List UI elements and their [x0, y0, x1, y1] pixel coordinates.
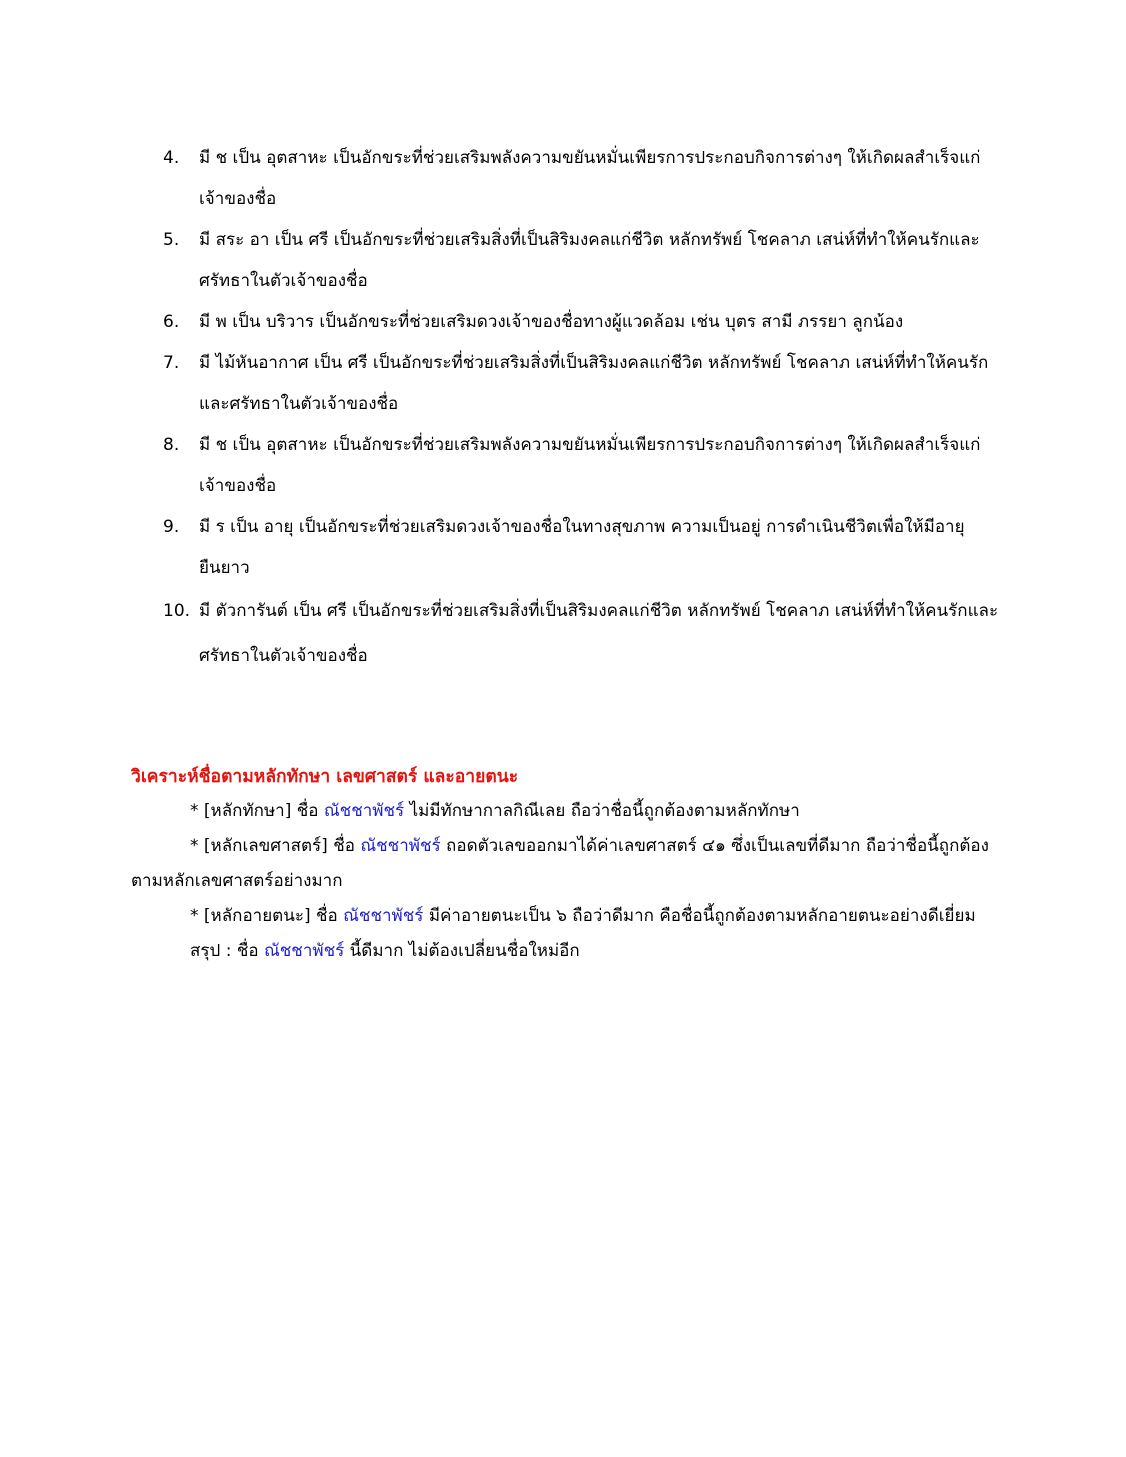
ayatana-prefix: * [หลักอายตนะ] ชื่อ — [190, 906, 344, 926]
list-item — [163, 302, 1013, 343]
analyzed-name: ณัชชาพัชร์ — [343, 906, 424, 926]
list-text: มี พ เป็น บริวาร เป็นอักขระที่ช่วยเสริมดวงเจ้าของชื่อทางผู้แวดล้อม เช่น บุตร สามี ภรรยา ลูกน้อง — [199, 312, 904, 332]
summary-suffix: นี้ดีมาก ไม่ต้องเปลี่ยนชื่อใหม่อีก — [344, 941, 580, 961]
list-number: 7. — [163, 353, 180, 373]
list-number: 6. — [163, 312, 180, 332]
list-item — [163, 425, 1013, 507]
list-text: มี ไม้หันอากาศ เป็น ศรี เป็นอักขระที่ช่วยเสริมสิ่งที่เป็นสิริมงคลแก่ชีวิต หลักทรัพย์ โชคลาภ เสน่ห์ที่ทำให้คนรักและศรัทธาในตัวเจ้าของชื่อ — [199, 353, 989, 414]
list-number: 8. — [163, 435, 180, 455]
ayatana-suffix: มีค่าอายตนะเป็น ๖ ถือว่าดีมาก คือชื่อนี้ถูกต้องตามหลักอายตนะอย่างดีเยี่ยม — [423, 906, 976, 926]
taksa-paragraph — [131, 794, 1001, 829]
list-text: มี ร เป็น อายุ เป็นอักขระที่ช่วยเสริมดวงเจ้าของชื่อในทางสุขภาพ ความเป็นอยู่ การดำเนินชีวิตเพื่อให้มีอายุยืนยาว — [199, 517, 965, 578]
numerology-suffix: ถอดตัวเลขออกมาได้ค่าเลขศาสตร์ ๔๑ ซึ่งเป็นเลขที่ดีมาก ถือว่าชื่อนี้ถูกต้องตามหลักเลขศาสตร์อย่างมาก — [131, 836, 989, 891]
list-number: 4. — [163, 148, 180, 168]
taksa-prefix: * [หลักทักษา] ชื่อ — [190, 801, 324, 821]
list-text: มี สระ อา เป็น ศรี เป็นอักขระที่ช่วยเสริมสิ่งที่เป็นสิริมงคลแก่ชีวิต หลักทรัพย์ โชคลาภ เสน่ห์ที่ทำให้คนรักและศรัทธาในตัวเจ้าของชื่อ — [199, 230, 980, 291]
name-analysis-section — [131, 760, 1001, 969]
summary-paragraph — [131, 934, 1001, 969]
list-item — [163, 507, 1013, 589]
numerology-paragraph — [131, 829, 1001, 899]
analyzed-name: ณัชชาพัชร์ — [323, 801, 405, 821]
analyzed-name: ณัชชาพัชร์ — [360, 836, 441, 856]
list-item — [163, 220, 1013, 302]
analyzed-name: ณัชชาพัชร์ — [264, 941, 345, 961]
numerology-prefix: * [หลักเลขศาสตร์] ชื่อ — [190, 836, 361, 856]
summary-prefix: สรุป : ชื่อ — [190, 941, 264, 961]
analysis-heading: วิเคราะห์ชื่อตามหลักทักษา เลขศาสตร์ และอายตนะ — [131, 767, 519, 787]
letter-meaning-list — [163, 138, 1013, 679]
list-text: มี ช เป็น อุตสาหะ เป็นอักขระที่ช่วยเสริมพลังความขยันหมั่นเพียรการประกอบกิจการต่างๆ ให้เกิดผลสำเร็จแก่เจ้าของชื่อ — [199, 148, 981, 209]
list-number: 10. — [163, 601, 191, 621]
taksa-suffix: ไม่มีทักษากาลกิณีเลย ถือว่าชื่อนี้ถูกต้องตามหลักทักษา — [404, 801, 800, 821]
list-number: 5. — [163, 230, 180, 250]
list-text: มี ช เป็น อุตสาหะ เป็นอักขระที่ช่วยเสริมพลังความขยันหมั่นเพียรการประกอบกิจการต่างๆ ให้เกิดผลสำเร็จแก่เจ้าของชื่อ — [199, 435, 981, 496]
list-item — [163, 343, 1013, 425]
list-text: มี ตัวการันต์ เป็น ศรี เป็นอักขระที่ช่วยเสริมสิ่งที่เป็นสิริมงคลแก่ชีวิต หลักทรัพย์ โชคลาภ เสน่ห์ที่ทำให้คนรักและศรัทธาในตัวเจ้าของชื่อ — [199, 601, 999, 666]
ayatana-paragraph — [131, 899, 1001, 934]
list-item — [163, 589, 1013, 679]
list-number: 9. — [163, 517, 180, 537]
list-item — [163, 138, 1013, 220]
